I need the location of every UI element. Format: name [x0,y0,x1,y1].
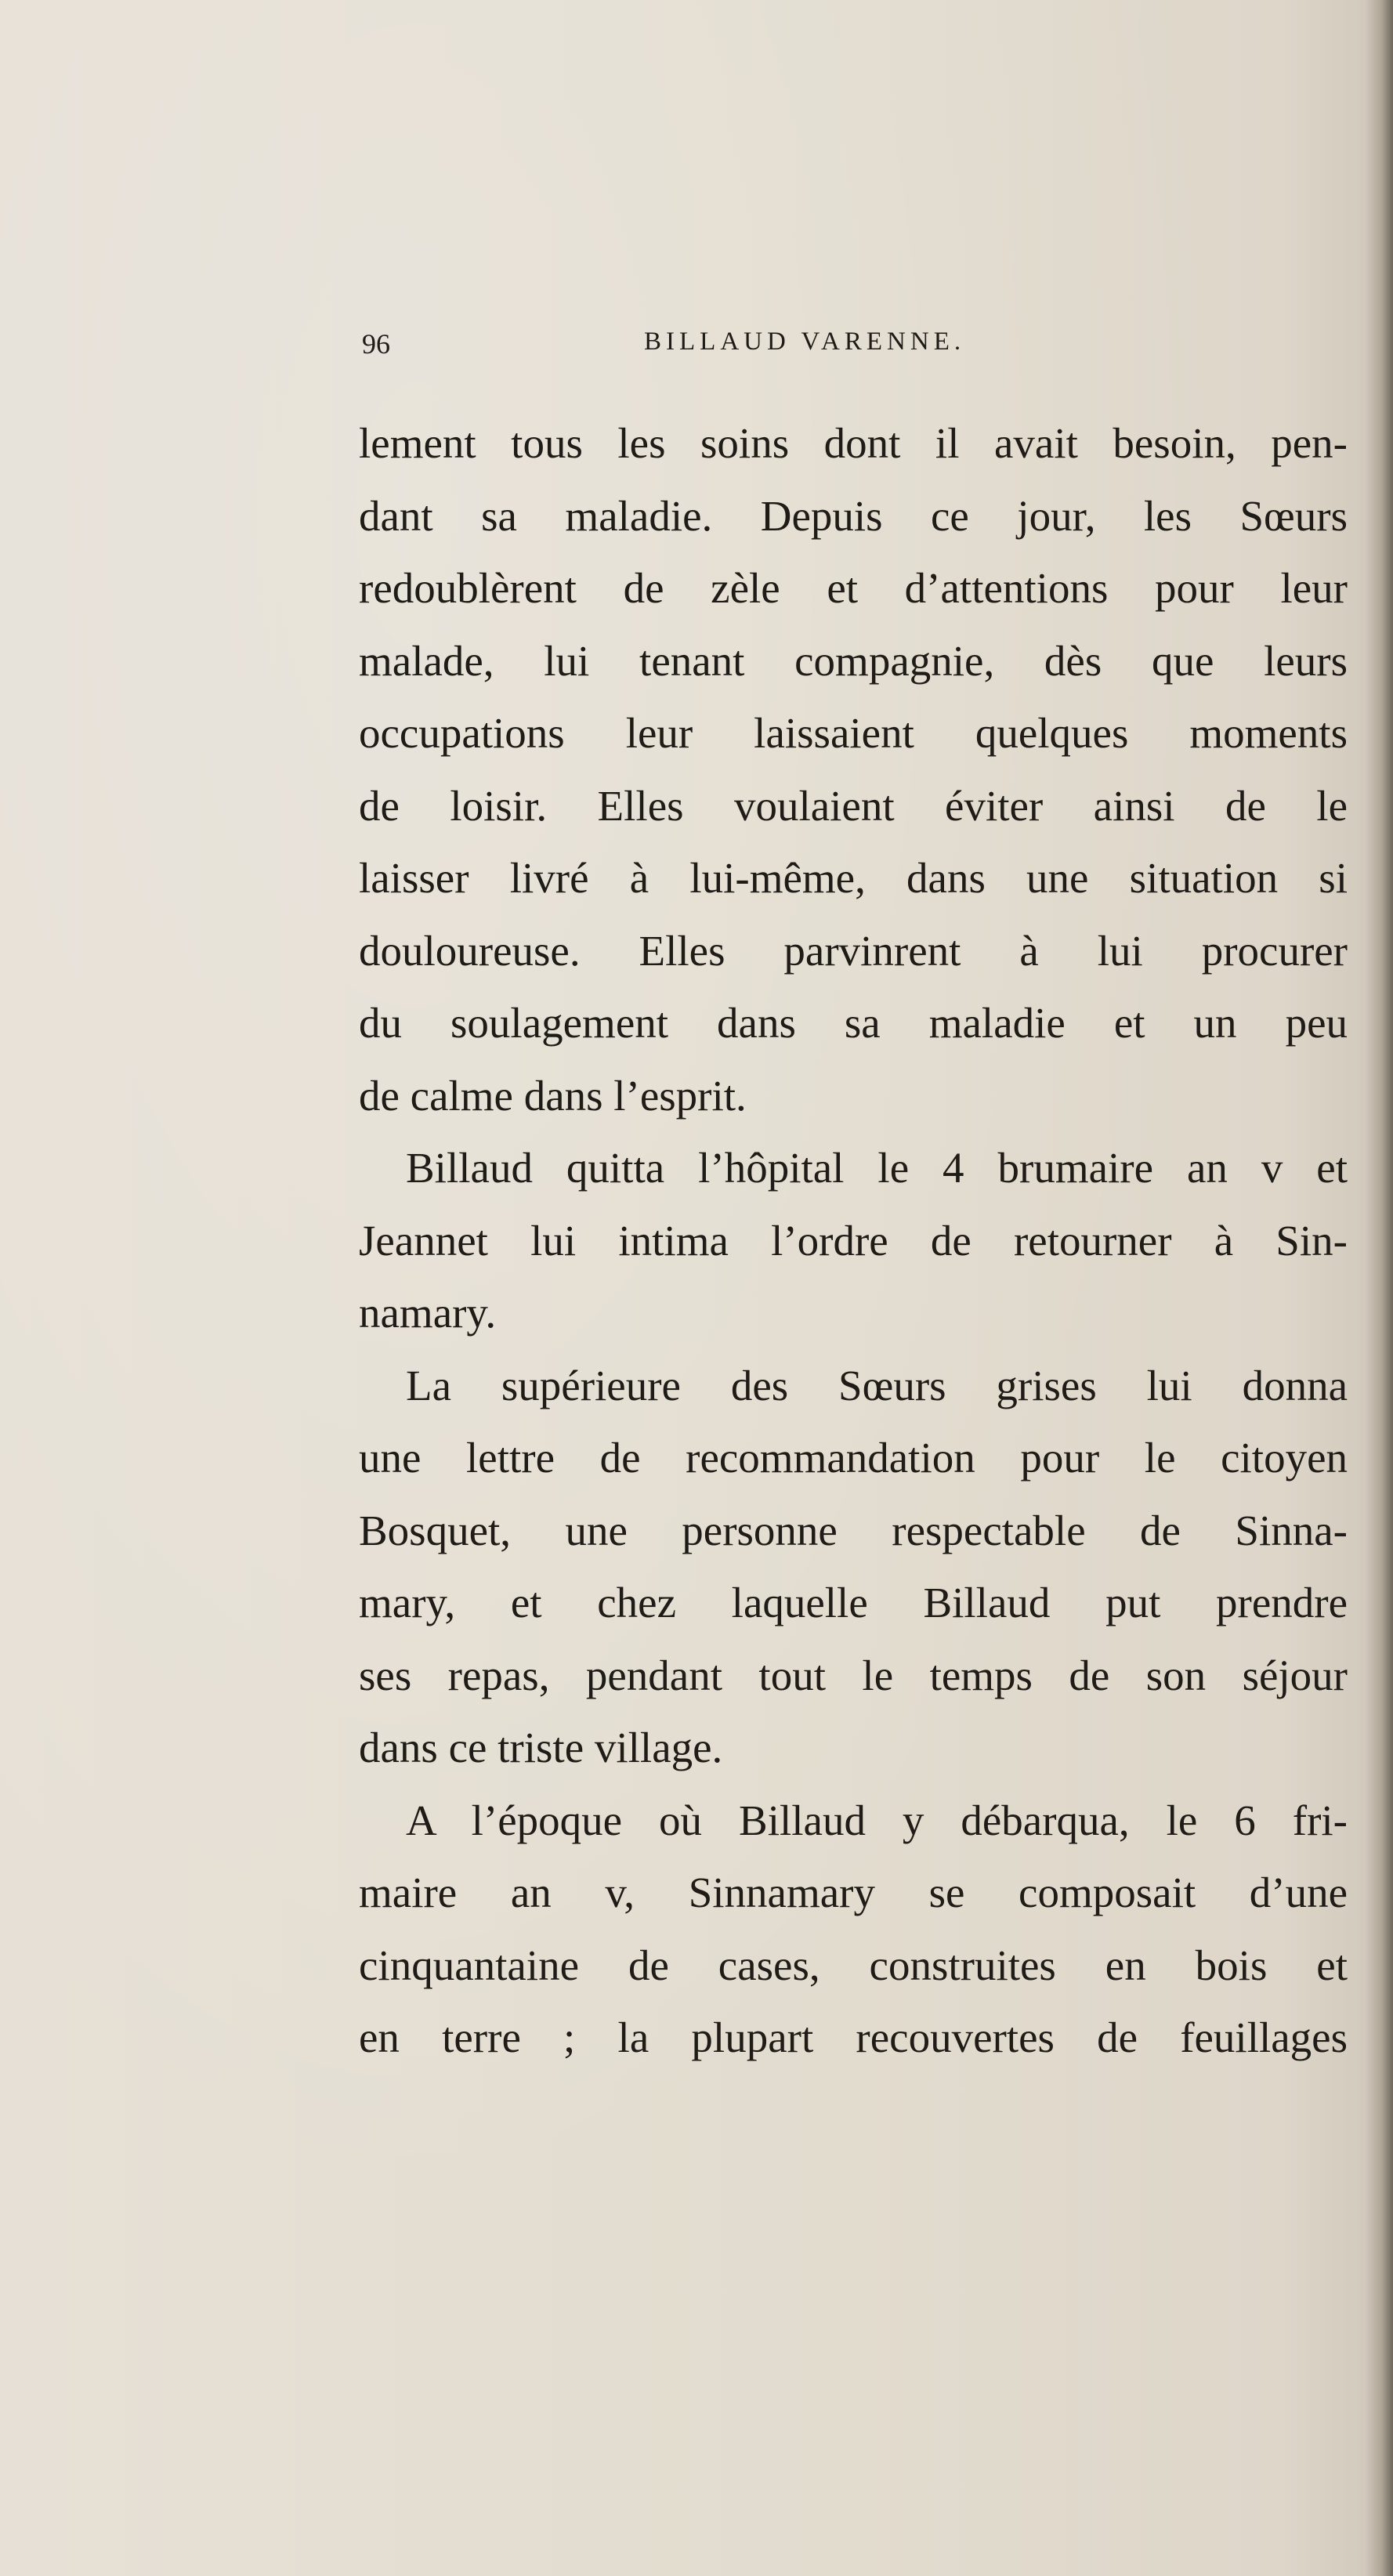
text-line: dant sa maladie. Depuis ce jour, les Sœurs [359,491,1348,540]
text-line: douloureuse. Elles parvinrent à lui procurer [359,926,1348,975]
text-line: cinquantaine de cases, construites en bois et [359,1941,1348,1989]
text-line: laisser livré à lui-même, dans une situation si [359,854,1348,902]
paragraph-end-line: de calme dans l’esprit. [359,1071,747,1120]
paragraph-start-line: La supérieure des Sœurs grises lui donna [406,1361,1348,1409]
page-number: 96 [362,328,390,360]
running-title: BILLAUD VARENNE. [644,327,966,356]
paragraph-end-line: namary. [359,1289,497,1337]
text-line: redoublèrent de zèle et d’attentions pour leur [359,564,1348,612]
text-line: maire an v, Sinnamary se composait d’une [359,1869,1348,1916]
text-line: malade, lui tenant compagnie, dès que leurs [359,636,1348,685]
text-line: de loisir. Elles voulaient éviter ainsi de le [359,781,1348,830]
text-line: en terre ; la plupart recouvertes de feuillages [359,2013,1348,2061]
body-text [359,407,1348,2075]
text-line: Jeannet lui intima l’ordre de retourner à Sin- [359,1216,1348,1264]
paragraph-end-line: dans ce triste village. [359,1724,723,1771]
text-line: mary, et chez laquelle Billaud put prendre [359,1579,1348,1626]
text-line: du soulagement dans sa maladie et un peu [359,999,1348,1047]
text-line: ses repas, pendant tout le temps de son séjour [359,1651,1348,1699]
paragraph-start-line: A l’époque où Billaud y débarqua, le 6 fri- [406,1796,1348,1844]
text-line: une lettre de recommandation pour le citoyen [359,1434,1348,1482]
text-line: Bosquet, une personne respectable de Sinna- [359,1506,1348,1554]
page-edge-shadow [1365,0,1393,2576]
paragraph-start-line: Billaud quitta l’hôpital le 4 brumaire an v et [406,1144,1348,1192]
text-line: occupations leur laissaient quelques moments [359,709,1348,757]
text-line: lement tous les soins dont il avait besoin, pen- [359,419,1348,467]
page-header [362,327,1341,367]
